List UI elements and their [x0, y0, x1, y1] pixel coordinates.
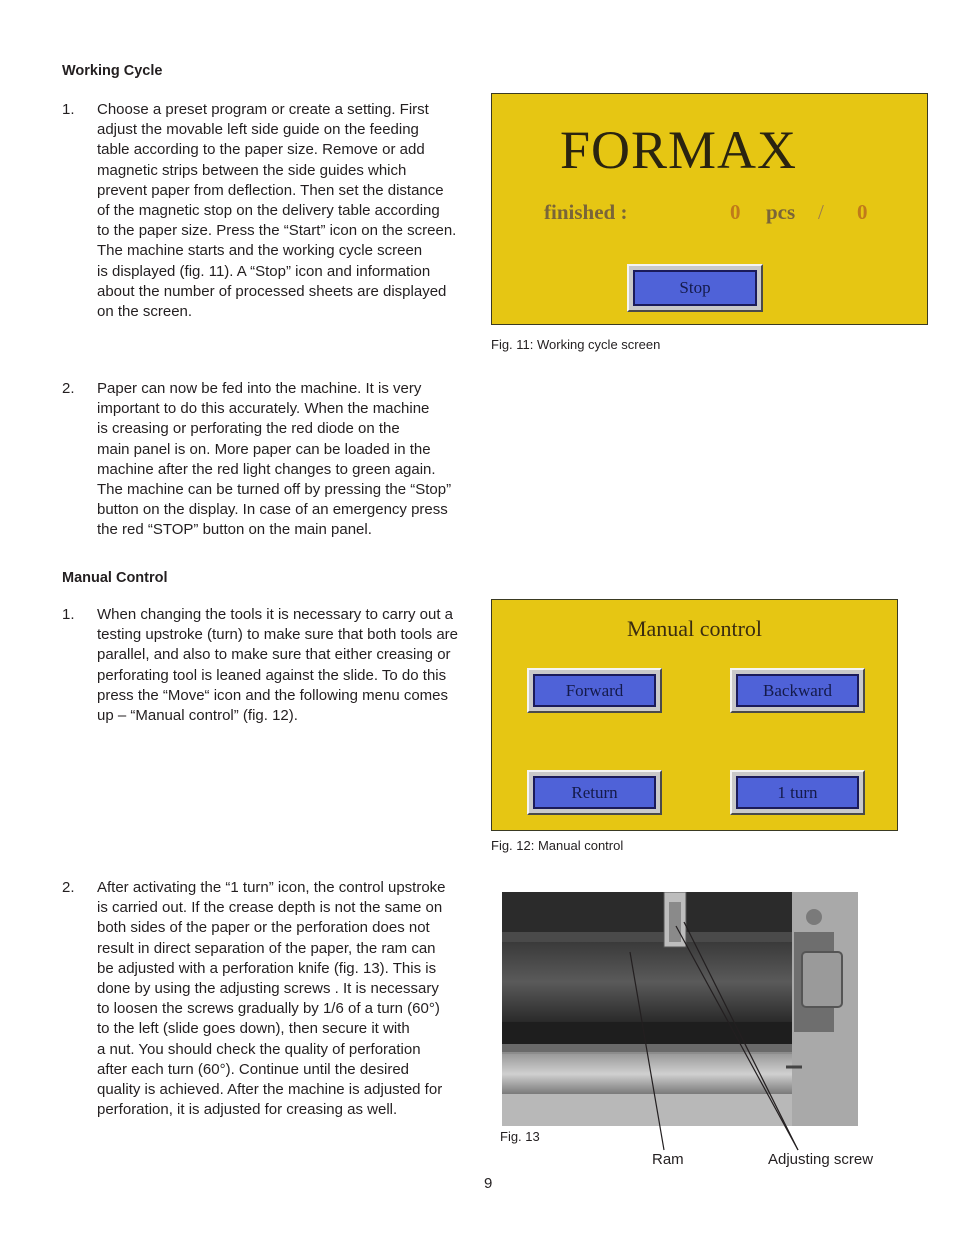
return-button-label: Return	[533, 776, 656, 809]
screw-callout-line-2	[676, 926, 798, 1150]
text-line: magnetic strips between the side guides which	[97, 161, 407, 179]
text-line: main panel is on. More paper can be loaded in the	[97, 440, 431, 458]
text-line: prevent paper from deflection. Then set the distance	[97, 181, 444, 199]
text-line: machine after the red light changes to green again.	[97, 460, 436, 478]
fig11-caption: Fig. 11: Working cycle screen	[491, 337, 661, 352]
text-line: perforation, it is adjusted for creasing as well.	[97, 1101, 398, 1119]
text-line: both sides of the paper or the perforation does not	[97, 919, 430, 937]
text-line: be adjusted with a perforation knife (fig. 13). This is	[97, 959, 437, 977]
section-heading-manual-control: Manual Control	[62, 570, 168, 586]
section-heading-working-cycle: Working Cycle	[62, 63, 163, 79]
text-line: Paper can now be fed into the machine. It is very	[97, 380, 422, 397]
text-line: important to do this accurately. When the machine	[97, 400, 430, 418]
text-line: The machine starts and the working cycle screen	[97, 242, 423, 260]
text-line: the red “STOP” button on the main panel.	[97, 521, 372, 539]
text-line: parallel, and also to make sure that either creasing or	[97, 646, 451, 664]
total-count: 0	[857, 200, 868, 224]
text-line: is carried out. If the crease depth is not the same on	[97, 899, 443, 917]
backward-button-label: Backward	[736, 674, 859, 707]
text-line: table according to the paper size. Remove or add	[97, 141, 425, 159]
text-line: adjust the movable left side guide on the feeding	[97, 121, 419, 139]
page-number: 9	[484, 1175, 493, 1192]
text-line: a nut. You should check the quality of perforation	[97, 1040, 421, 1058]
screw-callout-line-1	[684, 922, 798, 1150]
text-line: to the paper size. Press the “Start” icon on the screen.	[97, 222, 457, 240]
list-number: 2.	[62, 879, 75, 896]
list-number: 1.	[62, 606, 75, 623]
finished-count: 0	[730, 200, 741, 224]
ram-callout-line	[630, 952, 664, 1150]
finished-label: finished :	[544, 200, 628, 224]
pcs-label: pcs	[766, 200, 796, 224]
text-line: press the “Move“ icon and the following menu comes	[97, 686, 449, 704]
text-line: of the magnetic stop on the delivery table according	[97, 202, 440, 220]
list-number: 2.	[62, 380, 75, 397]
text-line: perforating tool is leaned against the slide. To do this	[97, 666, 447, 684]
count-separator: /	[818, 200, 824, 224]
fig13-caption: Fig. 13	[500, 1129, 540, 1144]
ram-label: Ram	[652, 1151, 684, 1168]
text-line: up – “Manual control” (fig. 12).	[97, 707, 298, 725]
formax-logo-title: FORMAX	[560, 120, 798, 180]
one-turn-button-label: 1 turn	[736, 776, 859, 809]
fig12-caption: Fig. 12: Manual control	[491, 838, 624, 853]
text-line: quality is achieved. After the machine is adjusted for	[97, 1081, 443, 1099]
text-line: is displayed (fig. 11). A “Stop” icon and information	[97, 262, 431, 280]
text-line: to loosen the screws gradually by 1/6 of a turn (60°)	[97, 1000, 440, 1018]
text-line: Choose a preset program or create a setting. First	[97, 101, 429, 118]
manual-control-title: Manual control	[626, 616, 763, 641]
text-line: to the left (slide goes down), then secure it with	[97, 1020, 410, 1038]
text-line: button on the display. In case of an emergency press	[97, 501, 448, 519]
text-line: When changing the tools it is necessary to carry out a	[97, 606, 454, 623]
text-line: about the number of processed sheets are displayed	[97, 282, 447, 300]
text-line: after each turn (60°). Continue until the desired	[97, 1060, 410, 1078]
forward-button-label: Forward	[533, 674, 656, 707]
stop-button-label: Stop	[633, 270, 757, 306]
text-line: The machine can be turned off by pressing the “Stop”	[97, 481, 452, 499]
text-line: on the screen.	[97, 303, 193, 321]
list-number: 1.	[62, 101, 75, 118]
text-line: After activating the “1 turn” icon, the control upstroke	[97, 879, 446, 896]
adjusting-screw-label: Adjusting screw	[768, 1151, 874, 1168]
text-line: testing upstroke (turn) to make sure that both tools are	[97, 626, 459, 644]
text-line: result in direct separation of the paper, the ram can	[97, 939, 436, 957]
text-line: done by using the adjusting screws . It is necessary	[97, 980, 439, 998]
text-line: is creasing or perforating the red diode on the	[97, 420, 400, 438]
